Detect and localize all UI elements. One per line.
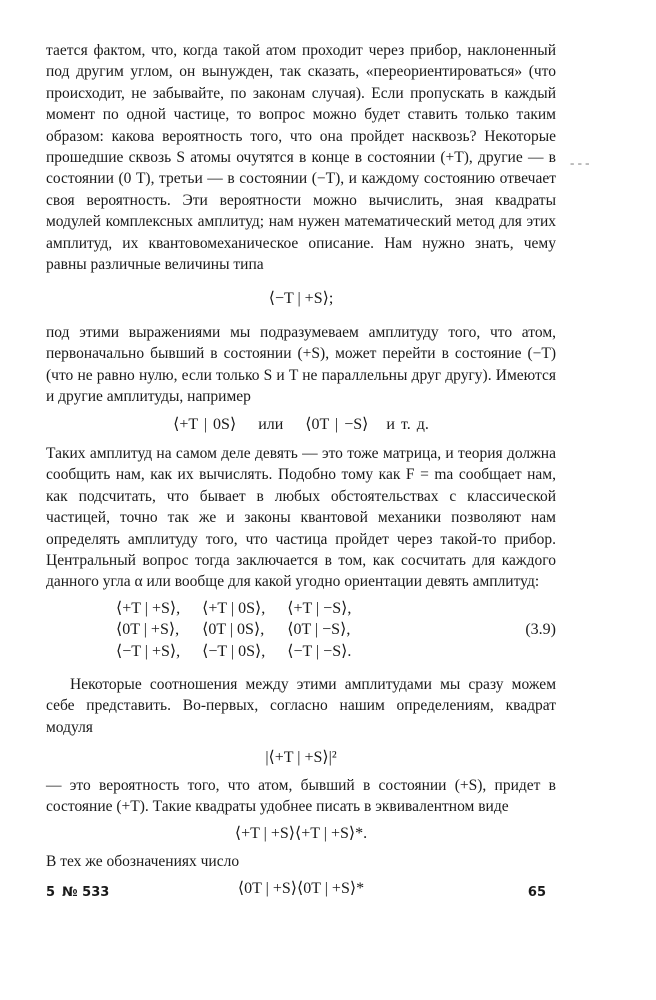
paragraph-6: В тех же обозначениях число [46, 852, 240, 870]
formula-other-amplitudes [46, 414, 556, 435]
paragraph-1: тается фактом, что, когда такой атом проходит через прибор, наклоненный под другим углом, он вынужден, так сказать, «переориентироваться» (что происходит, не забывайте, по законам случая). Если пропускать в каждый момент по одной частице, то вопрос можно будет ставить только таким образом: какова вероятность того, что она пройдет насквозь? Некоторые прошедшие сквозь S атомы очутятся в конце в состоянии (+T), другие — в состоянии (0 T), третьи — в состоянии (−T), и каждому состоянию отвечает своя вероятность. Эти вероятности можно вычислить, зная квадраты модулей комплексных амплитуд; нам нужен математический метод для этих амплитуд, их квантовомеханическое описание. Нам нужно знать, чему равны различные величины типа [46, 42, 556, 274]
formula-number-0T: ⟨0T | +S⟩⟨0T | +S⟩* [237, 880, 365, 898]
matrix-table [116, 598, 373, 662]
matrix-cell: ⟨−T | +S⟩, [116, 642, 181, 660]
paragraph-5: — это вероятность того, что атом, бывший в состоянии (+S), придет в состояние (+T). Такие квадраты удобнее писать в эквивалентном виде [46, 776, 556, 815]
matrix-cell: ⟨0T | 0S⟩, [202, 621, 265, 639]
matrix-cell: ⟨0T | +S⟩, [116, 621, 180, 639]
paragraph-4: Некоторые соотношения между этими амплитудами мы сразу можем себе представить. Во-первых, согласно нашим определениям, квадрат модуля [46, 675, 556, 736]
matrix-cell: ⟨0T | −S⟩, [287, 621, 351, 639]
paragraph-2: под этими выражениями мы подразумеваем амплитуду того, что атом, первоначально бывший в состоянии (+S), может перейти в состояние (−T) (что не равно нулю, если только S и T не параллельны друг другу). Имеются и другие амплитуды, например [46, 323, 556, 406]
formula-amplitude-minusT-plusS: ⟨−T | +S⟩; [268, 290, 334, 308]
formula-0T-minusS: ⟨0T | −S⟩ [305, 415, 369, 433]
matrix-cell: ⟨+T | +S⟩, [116, 599, 181, 617]
formula-probability-squared: |⟨+T | +S⟩|² [265, 749, 337, 767]
formula-plusT-0S: ⟨+T | 0S⟩ [173, 415, 237, 433]
matrix-cell: ⟨+T | 0S⟩, [202, 599, 266, 617]
page-text [46, 40, 556, 900]
margin-mark: - - - [570, 155, 590, 170]
page-number: 65 [527, 885, 546, 900]
formula-etc: и т. д. [386, 415, 429, 433]
equation-number: (3.9) [525, 620, 556, 638]
paragraph-3: Таких амплитуд на самом деле девять — это тоже матрица, и теория должна сообщить нам, как их вычислять. Подобно тому как F = ma сообщает нам, как подсчитать, что бывает в любых обстоятельствах с классической частицей, точно так же и законы квантовой механики позволяют нам определять амплитуду того, что частица пройдет через такой-то прибор. Центральный вопрос тогда заключается в том, как сосчитать для каждого данного угла α или вообще для какой угодно ориентации девять амплитуд: [46, 444, 556, 591]
matrix-row [116, 598, 373, 619]
formula-equivalent-form: ⟨+T | +S⟩⟨+T | +S⟩*. [234, 825, 368, 843]
matrix-cell: ⟨−T | −S⟩. [287, 642, 352, 660]
signature-code: № 533 [62, 885, 110, 900]
matrix-cell: ⟨+T | −S⟩, [287, 599, 352, 617]
matrix-row [116, 619, 373, 640]
signature-number: 5 [46, 885, 56, 900]
matrix-row [116, 641, 373, 662]
formula-or-word: или [258, 415, 284, 433]
matrix-cell: ⟨−T | 0S⟩, [202, 642, 266, 660]
amplitude-matrix [46, 598, 556, 662]
